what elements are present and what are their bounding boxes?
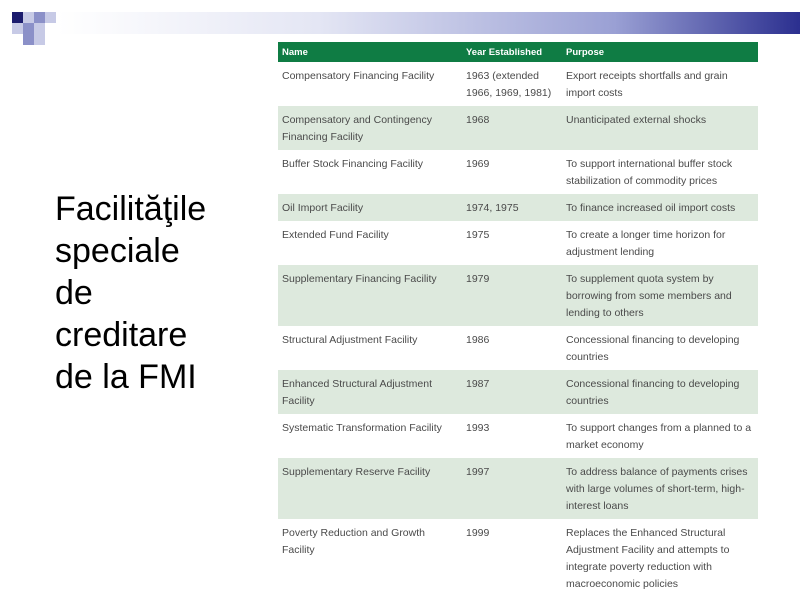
column-header-name: Name [278,42,462,62]
cell-name: Supplementary Financing Facility [278,265,462,326]
cell-year: 1969 [462,150,562,194]
table-row [278,326,758,370]
decor-square [34,23,45,34]
cell-year: 1975 [462,221,562,265]
cell-year: 1987 [462,370,562,414]
cell-purpose: To support international buffer stock stabilization of commodity prices [562,150,758,194]
slide-title [55,188,245,398]
cell-name: Extended Fund Facility [278,221,462,265]
cell-purpose: Unanticipated external shocks [562,106,758,150]
cell-name: Compensatory and Contingency Financing Facility [278,106,462,150]
header-gradient-bar [58,12,800,34]
cell-year: 1963 (extended 1966, 1969, 1981) [462,62,562,106]
title-line: creditare [55,316,188,354]
cell-name: Enhanced Structural Adjustment Facility [278,370,462,414]
cell-purpose: To finance increased oil import costs [562,194,758,221]
cell-year: 1986 [462,326,562,370]
table-row [278,458,758,519]
title-line: speciale [55,232,180,270]
decor-square [12,12,23,23]
cell-purpose: Replaces the Enhanced Structural Adjustment Facility and attempts to integrate poverty reduction with macroeconomic policies [562,519,758,595]
table-row [278,106,758,150]
cell-purpose: To create a longer time horizon for adjustment lending [562,221,758,265]
cell-purpose: To support changes from a planned to a market economy [562,414,758,458]
title-line: Facilităţile [55,190,207,228]
table-row [278,414,758,458]
decor-square [23,12,34,23]
cell-purpose: Concessional financing to developing countries [562,370,758,414]
cell-name: Poverty Reduction and Growth Facility [278,519,462,595]
cell-year: 1999 [462,519,562,595]
cell-purpose: Export receipts shortfalls and grain import costs [562,62,758,106]
cell-name: Structural Adjustment Facility [278,326,462,370]
facilities-table [278,42,758,595]
cell-name: Buffer Stock Financing Facility [278,150,462,194]
cell-name: Supplementary Reserve Facility [278,458,462,519]
cell-year: 1993 [462,414,562,458]
cell-year: 1997 [462,458,562,519]
decor-square [34,34,45,45]
decor-square [23,34,34,45]
table-row [278,265,758,326]
table-row [278,150,758,194]
title-line: de [55,274,93,312]
cell-purpose: Concessional financing to developing countries [562,326,758,370]
decor-square [23,23,34,34]
table-header-row [278,42,758,62]
cell-name: Systematic Transformation Facility [278,414,462,458]
title-line: de la FMI [55,358,197,396]
table-row [278,62,758,106]
cell-name: Oil Import Facility [278,194,462,221]
decor-square [45,12,56,23]
column-header-year: Year Established [462,42,562,62]
cell-purpose: To supplement quota system by borrowing from some members and lending to others [562,265,758,326]
table-row [278,370,758,414]
decor-square [12,23,23,34]
table-row [278,519,758,595]
cell-purpose: To address balance of payments crises with large volumes of short-term, high-interest loans [562,458,758,519]
cell-year: 1979 [462,265,562,326]
cell-year: 1968 [462,106,562,150]
cell-name: Compensatory Financing Facility [278,62,462,106]
table-row [278,221,758,265]
cell-year: 1974, 1975 [462,194,562,221]
facilities-table-container [278,42,758,595]
table-row [278,194,758,221]
column-header-purpose: Purpose [562,42,758,62]
decor-square [34,12,45,23]
